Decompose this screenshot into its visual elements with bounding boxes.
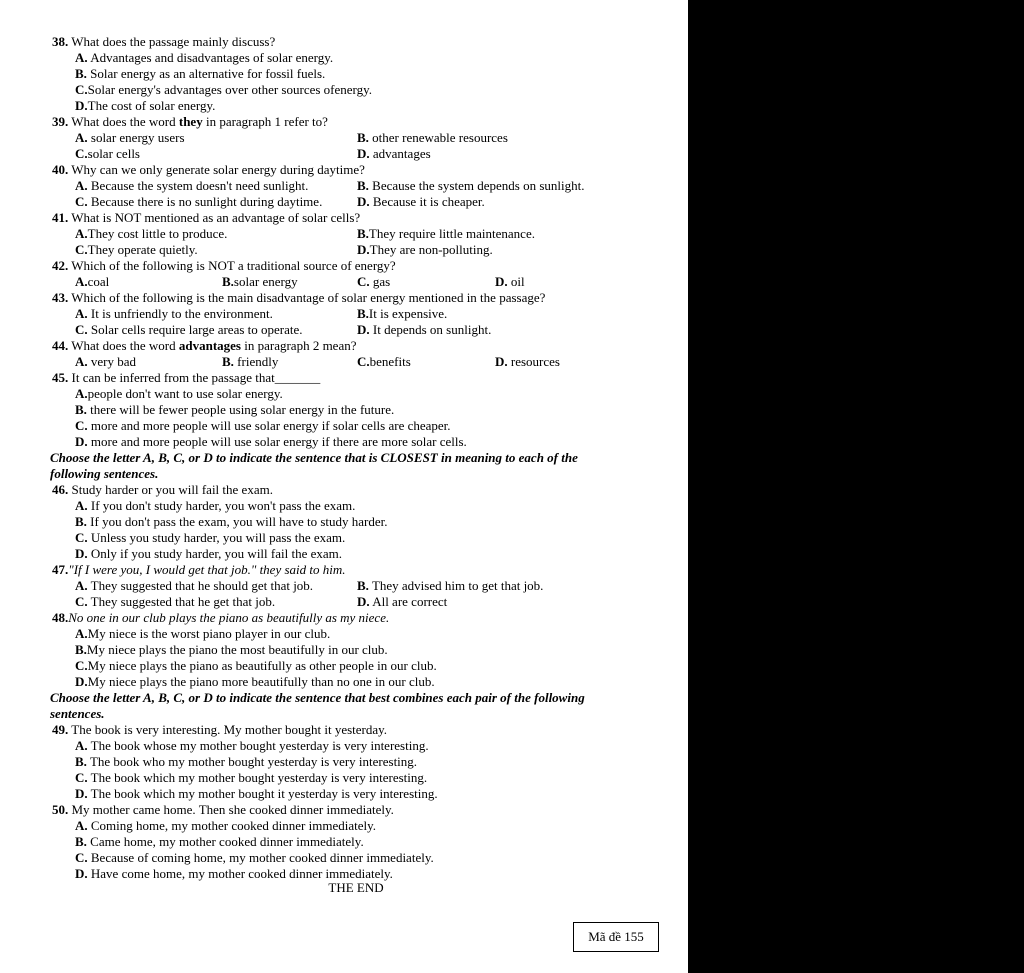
q43-option-b: B.It is expensive. — [357, 306, 448, 321]
question-38: 38. What does the passage mainly discuss? — [52, 34, 276, 49]
q46-option-d: D. Only if you study harder, you will fail the exam. — [75, 546, 343, 561]
q49-option-d: D. The book which my mother bought it yesterday is very interesting. — [75, 786, 438, 801]
q45-option-c: C. more and more people will use solar energy if solar cells are cheaper. — [75, 418, 451, 433]
q39-option-a: A. solar energy users — [75, 130, 185, 145]
q44-option-c: C.benefits — [357, 354, 411, 369]
q50-option-a: A. Coming home, my mother cooked dinner immediately. — [75, 818, 376, 833]
question-42: 42. Which of the following is NOT a traditional source of energy? — [52, 258, 396, 273]
q42-option-c: C. gas — [357, 274, 391, 289]
q38-option-c: C.Solar energy's advantages over other sources ofenergy. — [75, 82, 373, 97]
q48-option-b: B.My niece plays the piano the most beautifully in our club. — [75, 642, 388, 657]
q38-option-d: D.The cost of solar energy. — [75, 98, 216, 113]
instruction-closest-line1: Choose the letter A, B, C, or D to indicate the sentence that is CLOSEST in meaning to each of the — [50, 450, 578, 465]
question-39: 39. What does the word they in paragraph 1 refer to? — [52, 114, 328, 129]
the-end-label: THE END — [328, 880, 384, 895]
question-45: 45. It can be inferred from the passage that_______ — [52, 370, 321, 385]
q39-option-b: B. other renewable resources — [357, 130, 508, 145]
q47-option-c: C. They suggested that he get that job. — [75, 594, 276, 609]
q47-option-a: A. They suggested that he should get that job. — [75, 578, 314, 593]
q41-option-a: A.They cost little to produce. — [75, 226, 228, 241]
q49-option-c: C. The book which my mother bought yesterday is very interesting. — [75, 770, 428, 785]
q48-option-c: C.My niece plays the piano as beautifully as other people in our club. — [75, 658, 437, 673]
question-47: 47."If I were you, I would get that job." they said to him. — [52, 562, 346, 577]
q45-option-a: A.people don't want to use solar energy. — [75, 386, 283, 401]
q40-option-b: B. Because the system depends on sunlight. — [357, 178, 585, 193]
question-50: 50. My mother came home. Then she cooked dinner immediately. — [52, 802, 394, 817]
q46-option-c: C. Unless you study harder, you will pass the exam. — [75, 530, 346, 545]
question-46: 46. Study harder or you will fail the exam. — [52, 482, 273, 497]
exam-code-box: Mã đề 155 — [573, 922, 659, 952]
q48-option-a: A.My niece is the worst piano player in our club. — [75, 626, 331, 641]
q47-option-d: D. All are correct — [357, 594, 448, 609]
q44-option-b: B. friendly — [222, 354, 279, 369]
q43-option-a: A. It is unfriendly to the environment. — [75, 306, 273, 321]
q39-option-d: D. advantages — [357, 146, 431, 161]
question-44: 44. What does the word advantages in paragraph 2 mean? — [52, 338, 357, 353]
instruction-combine-line2: sentences. — [50, 706, 105, 721]
q40-option-a: A. Because the system doesn't need sunlight. — [75, 178, 309, 193]
q50-option-c: C. Because of coming home, my mother cooked dinner immediately. — [75, 850, 434, 865]
q39-option-c: C.solar cells — [75, 146, 140, 161]
q38-option-b: B. Solar energy as an alternative for fossil fuels. — [75, 66, 326, 81]
q40-option-c: C. Because there is no sunlight during daytime. — [75, 194, 323, 209]
q50-option-b: B. Came home, my mother cooked dinner immediately. — [75, 834, 364, 849]
question-48: 48.No one in our club plays the piano as beautifully as my niece. — [52, 610, 390, 625]
question-41: 41. What is NOT mentioned as an advantage of solar cells? — [52, 210, 361, 225]
q45-option-d: D. more and more people will use solar energy if there are more solar cells. — [75, 434, 467, 449]
q43-option-c: C. Solar cells require large areas to operate. — [75, 322, 303, 337]
q48-option-d: D.My niece plays the piano more beautifully than no one in our club. — [75, 674, 435, 689]
q41-option-b: B.They require little maintenance. — [357, 226, 535, 241]
q45-option-b: B. there will be fewer people using solar energy in the future. — [75, 402, 395, 417]
q41-option-d: D.They are non-polluting. — [357, 242, 493, 257]
q44-option-a: A. very bad — [75, 354, 137, 369]
q42-option-a: A.coal — [75, 274, 110, 289]
question-49: 49. The book is very interesting. My mother bought it yesterday. — [52, 722, 388, 737]
q50-option-d: D. Have come home, my mother cooked dinner immediately. — [75, 866, 393, 881]
q40-option-d: D. Because it is cheaper. — [357, 194, 485, 209]
instruction-combine-line1: Choose the letter A, B, C, or D to indicate the sentence that best combines each pair of the following — [50, 690, 585, 705]
q49-option-a: A. The book whose my mother bought yesterday is very interesting. — [75, 738, 429, 753]
q46-option-b: B. If you don't pass the exam, you will have to study harder. — [75, 514, 388, 529]
question-43: 43. Which of the following is the main disadvantage of solar energy mentioned in the passage? — [52, 290, 546, 305]
q38-option-a: A. Advantages and disadvantages of solar energy. — [75, 50, 334, 65]
q46-option-a: A. If you don't study harder, you won't pass the exam. — [75, 498, 356, 513]
q47-option-b: B. They advised him to get that job. — [357, 578, 544, 593]
q43-option-d: D. It depends on sunlight. — [357, 322, 492, 337]
q42-option-b: B.solar energy — [222, 274, 298, 289]
q49-option-b: B. The book who my mother bought yesterday is very interesting. — [75, 754, 418, 769]
q41-option-c: C.They operate quietly. — [75, 242, 198, 257]
question-40: 40. Why can we only generate solar energy during daytime? — [52, 162, 365, 177]
instruction-closest-line2: following sentences. — [50, 466, 159, 481]
q42-option-d: D. oil — [495, 274, 525, 289]
q44-option-d: D. resources — [495, 354, 560, 369]
